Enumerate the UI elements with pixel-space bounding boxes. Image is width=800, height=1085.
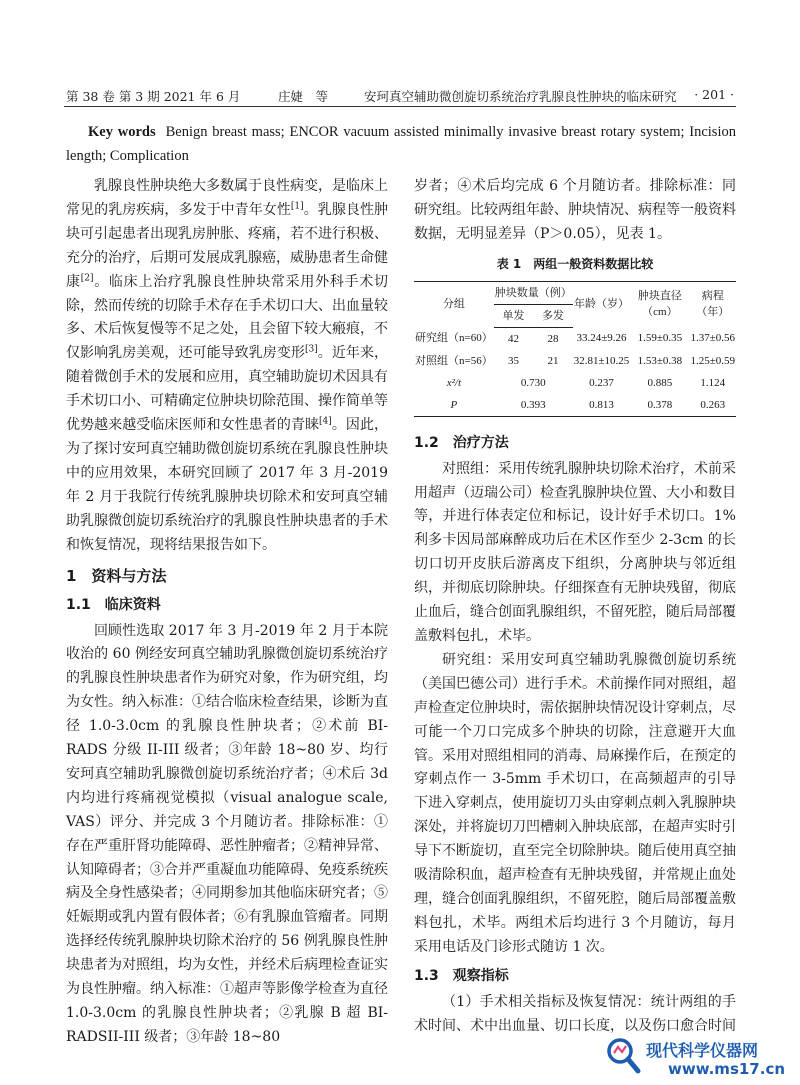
subsection-heading-1-2: 1.2 治疗方法 bbox=[414, 434, 509, 451]
intro-text-3: 。临床上治疗乳腺良性肿块常采用外科手术切除，然而传统的切除手术存在手术切口大、出血量较多、术后恢复慢等不足之处，且会留下较大瘢痕，不仅影响乳房美观，还可能导致乳房变形 bbox=[66, 273, 389, 362]
keywords-block bbox=[66, 120, 736, 168]
cell-diameter: 0.378 bbox=[630, 394, 689, 417]
keywords-text: Benign breast mass; ENCOR vacuum assisted minimally invasive breast rotary system; Incision length; Complication bbox=[66, 124, 736, 164]
intro-text-2: 。乳腺良性肿块可引起患者出现乳房肿胀、疼痛，若不进行积极、充分的治疗，后期可发展成乳腺癌，威胁患者生命健康 bbox=[66, 201, 389, 290]
cell-label: 研究组（n=60） bbox=[415, 332, 493, 345]
section-heading-1: 1 资料与方法 bbox=[66, 566, 167, 585]
citation-3: [3] bbox=[304, 344, 318, 355]
cell-label: P bbox=[414, 394, 494, 417]
cell-multi: 21 bbox=[547, 354, 559, 367]
subsection-heading-1-1: 1.1 临床资料 bbox=[66, 596, 161, 613]
cell-single: 35 bbox=[507, 354, 519, 367]
header-title: 安珂真空辅助微创旋切系统治疗乳腺良性肿块的临床研究 bbox=[364, 89, 677, 104]
th-age: 年龄（岁） bbox=[573, 281, 631, 327]
magnifier-icon bbox=[606, 1037, 642, 1077]
watermark-site-name: 现代科学仪器网 bbox=[646, 1041, 759, 1060]
cell-p: 0.393 bbox=[494, 394, 573, 417]
th-multi: 多发 bbox=[533, 304, 573, 327]
cell-label: 对照组（n=56） bbox=[415, 354, 493, 367]
table-row bbox=[414, 372, 736, 394]
observation-paragraph: （1）手术相关指标及恢复情况：统计两组的手术时间、术中出血量、切口长度，以及伤口愈合时间 bbox=[414, 993, 736, 1034]
cell-single: 42 bbox=[507, 332, 519, 345]
cell-age: 0.813 bbox=[573, 394, 631, 417]
journal-info: 第 38 卷 第 3 期 2021 年 6 月 bbox=[66, 89, 241, 104]
table-caption: 表 1 两组一般资料数据比较 bbox=[496, 256, 654, 271]
running-header bbox=[66, 84, 734, 106]
cell-age: 32.81±10.25 bbox=[573, 354, 630, 367]
cell-course: 1.37±0.56 bbox=[690, 332, 735, 345]
watermark bbox=[606, 1035, 796, 1081]
th-diameter: 肿块直径（cm） bbox=[630, 281, 689, 327]
cell-course: 1.25±0.59 bbox=[690, 354, 735, 367]
cell-diameter: 1.59±0.35 bbox=[637, 332, 683, 345]
th-count: 肿块数量（例） bbox=[494, 281, 573, 304]
intro-text-5: 。因此，为了探讨安珂真空辅助微创旋切系统在乳腺良性肿块中的应用效果，本研究回顾了 2017 年 3 月-2019 年 2 月于我院行传统乳腺肿块切除术和安珂真空辅助乳腺微创旋切系统治疗的乳腺良性肿块患者的手术和恢复情况，现将结果报告如下。 bbox=[66, 417, 389, 553]
control-group-paragraph: 对照组：采用传统乳腺肿块切除术治疗，术前采用超声（迈瑞公司）检查乳腺肿块位置、大小和数目等，并进行体表定位和标记，设计好手术切口。1%利多卡因局部麻醉成功后在术区作至少 2-3cm 的长切口切开皮肤后游离皮下组织，分离肿块与邻近组织，并彻底切除肿块。仔细探查有无肿块残留，彻底止血后，缝合创面乳腺组织，不留死腔，随后局部覆盖敷料包扎，术毕。 bbox=[414, 460, 736, 644]
cell-diameter: 0.885 bbox=[647, 376, 673, 389]
intro-paragraph bbox=[66, 175, 388, 558]
cell-label: x²/t bbox=[446, 376, 461, 389]
general-data-table bbox=[414, 281, 736, 417]
cell-age: 33.24±9.26 bbox=[576, 332, 627, 345]
citation-2: [2] bbox=[80, 272, 94, 283]
intro-text-4: 。近年来，随着微创手术的发展和应用，真空辅助旋切术因具有手术切口小、可精确定位肿块切除范围、操作简单等优势越来越受临床医师和女性患者的青睐 bbox=[66, 345, 389, 434]
page-number: · 201 · bbox=[694, 87, 734, 102]
citation-1: [1] bbox=[290, 201, 304, 212]
right-column bbox=[414, 175, 736, 1038]
intro-text-1: 乳腺良性肿块绝大多数属于良性病变，是临床上常见的乳房疾病，多发于中青年女性 bbox=[66, 178, 388, 218]
watermark-url: www.ms17.cn bbox=[668, 1060, 786, 1078]
header-rule bbox=[64, 106, 736, 107]
clinical-data-paragraph: 回顾性选取 2017 年 3 月-2019 年 2 月于本院收治的 60 例经安珂真空辅助乳腺微创旋切系统治疗的乳腺良性肿块患者作为研究对象，作为研究组，均为女性。纳入标准：①结合临床检查结果，诊断为直径 1.0-3.0cm 的乳腺良性肿块者；②术前 BI-RADS 分级 II-III 级者；③年龄 18~80 岁、均行安珂真空辅助乳腺微创旋切系统治疗者；④术后 3d 内均进行疼痛视觉模拟（visual analogue scale, VAS）评分、并完成 3 个月随访者。排除标准：①存在严重肝肾功能障碍、恶性肿瘤者；②精神异常、认知障碍者；③合并严重凝血功能障碍、免疫系统疾病及全身性感染者；④同期参加其他临床研究者；⑤妊娠期或乳内置有假体者；⑥有乳腺血管瘤者。同期选择经传统乳腺肿块切除术治疗的 56 例乳腺良性肿块患者为对照组，均为女性，并经术后病理检查证实为良性肿瘤。纳入标准：①超声等影像学检查为直径 1.0-3.0cm 的乳腺良性肿块者；②乳腺 B 超 BI-RADSII-III 级者；③年龄 18~80 bbox=[66, 622, 388, 1045]
th-group: 分组 bbox=[414, 281, 494, 327]
table-row bbox=[414, 350, 736, 372]
keywords-label: Key words bbox=[88, 124, 156, 140]
cell-diameter: 1.53±0.38 bbox=[637, 354, 683, 367]
header-authors: 庄婕 等 bbox=[278, 89, 329, 104]
cell-age: 0.237 bbox=[589, 376, 614, 389]
left-column bbox=[66, 175, 388, 1050]
cell-multi: 28 bbox=[547, 332, 559, 345]
table-row bbox=[414, 394, 736, 417]
table-row bbox=[414, 327, 736, 350]
th-course: 病程（年） bbox=[689, 281, 736, 327]
th-single: 单发 bbox=[494, 304, 534, 327]
study-group-paragraph: 研究组：采用安珂真空辅助乳腺微创旋切系统（美国巴德公司）进行手术。术前操作同对照组，超声检查定位肿块时，需依据肿块情况设计穿刺点，尽可能一个刀口完成多个肿块的切除，注意避开大血管。采用对照组相同的消毒、局麻操作后，在预定的穿刺点作一 3-5mm 手术切口，在高频超声的引导下进入穿刺点，使用旋切刀头由穿刺点刺入乳腺肿块深处，并将旋切刀凹槽刺入肿块底部，在超声实时引导下不断旋切，直至完全切除肿块。随后使用真空抽吸清除积血，超声检查有无肿块残留，并常规止血处理，缝合创面乳腺组织，不留死腔，随后局部覆盖敷料包扎，术毕。两组术后均进行 3 个月随访，每月采用电话及门诊形式随访 1 次。 bbox=[414, 651, 736, 955]
citation-4: [4] bbox=[319, 416, 332, 427]
subsection-heading-1-3: 1.3 观察指标 bbox=[414, 967, 509, 984]
cell-course: 0.263 bbox=[689, 394, 736, 417]
cell-stat: 0.730 bbox=[520, 376, 546, 389]
continued-paragraph: 岁者；④术后均完成 6 个月随访者。排除标准：同研究组。比较两组年龄、肿块情况、病程等一般资料数据，无明显差异（P＞0.05），见表 1。 bbox=[414, 178, 736, 242]
cell-course: 1.124 bbox=[700, 376, 726, 389]
